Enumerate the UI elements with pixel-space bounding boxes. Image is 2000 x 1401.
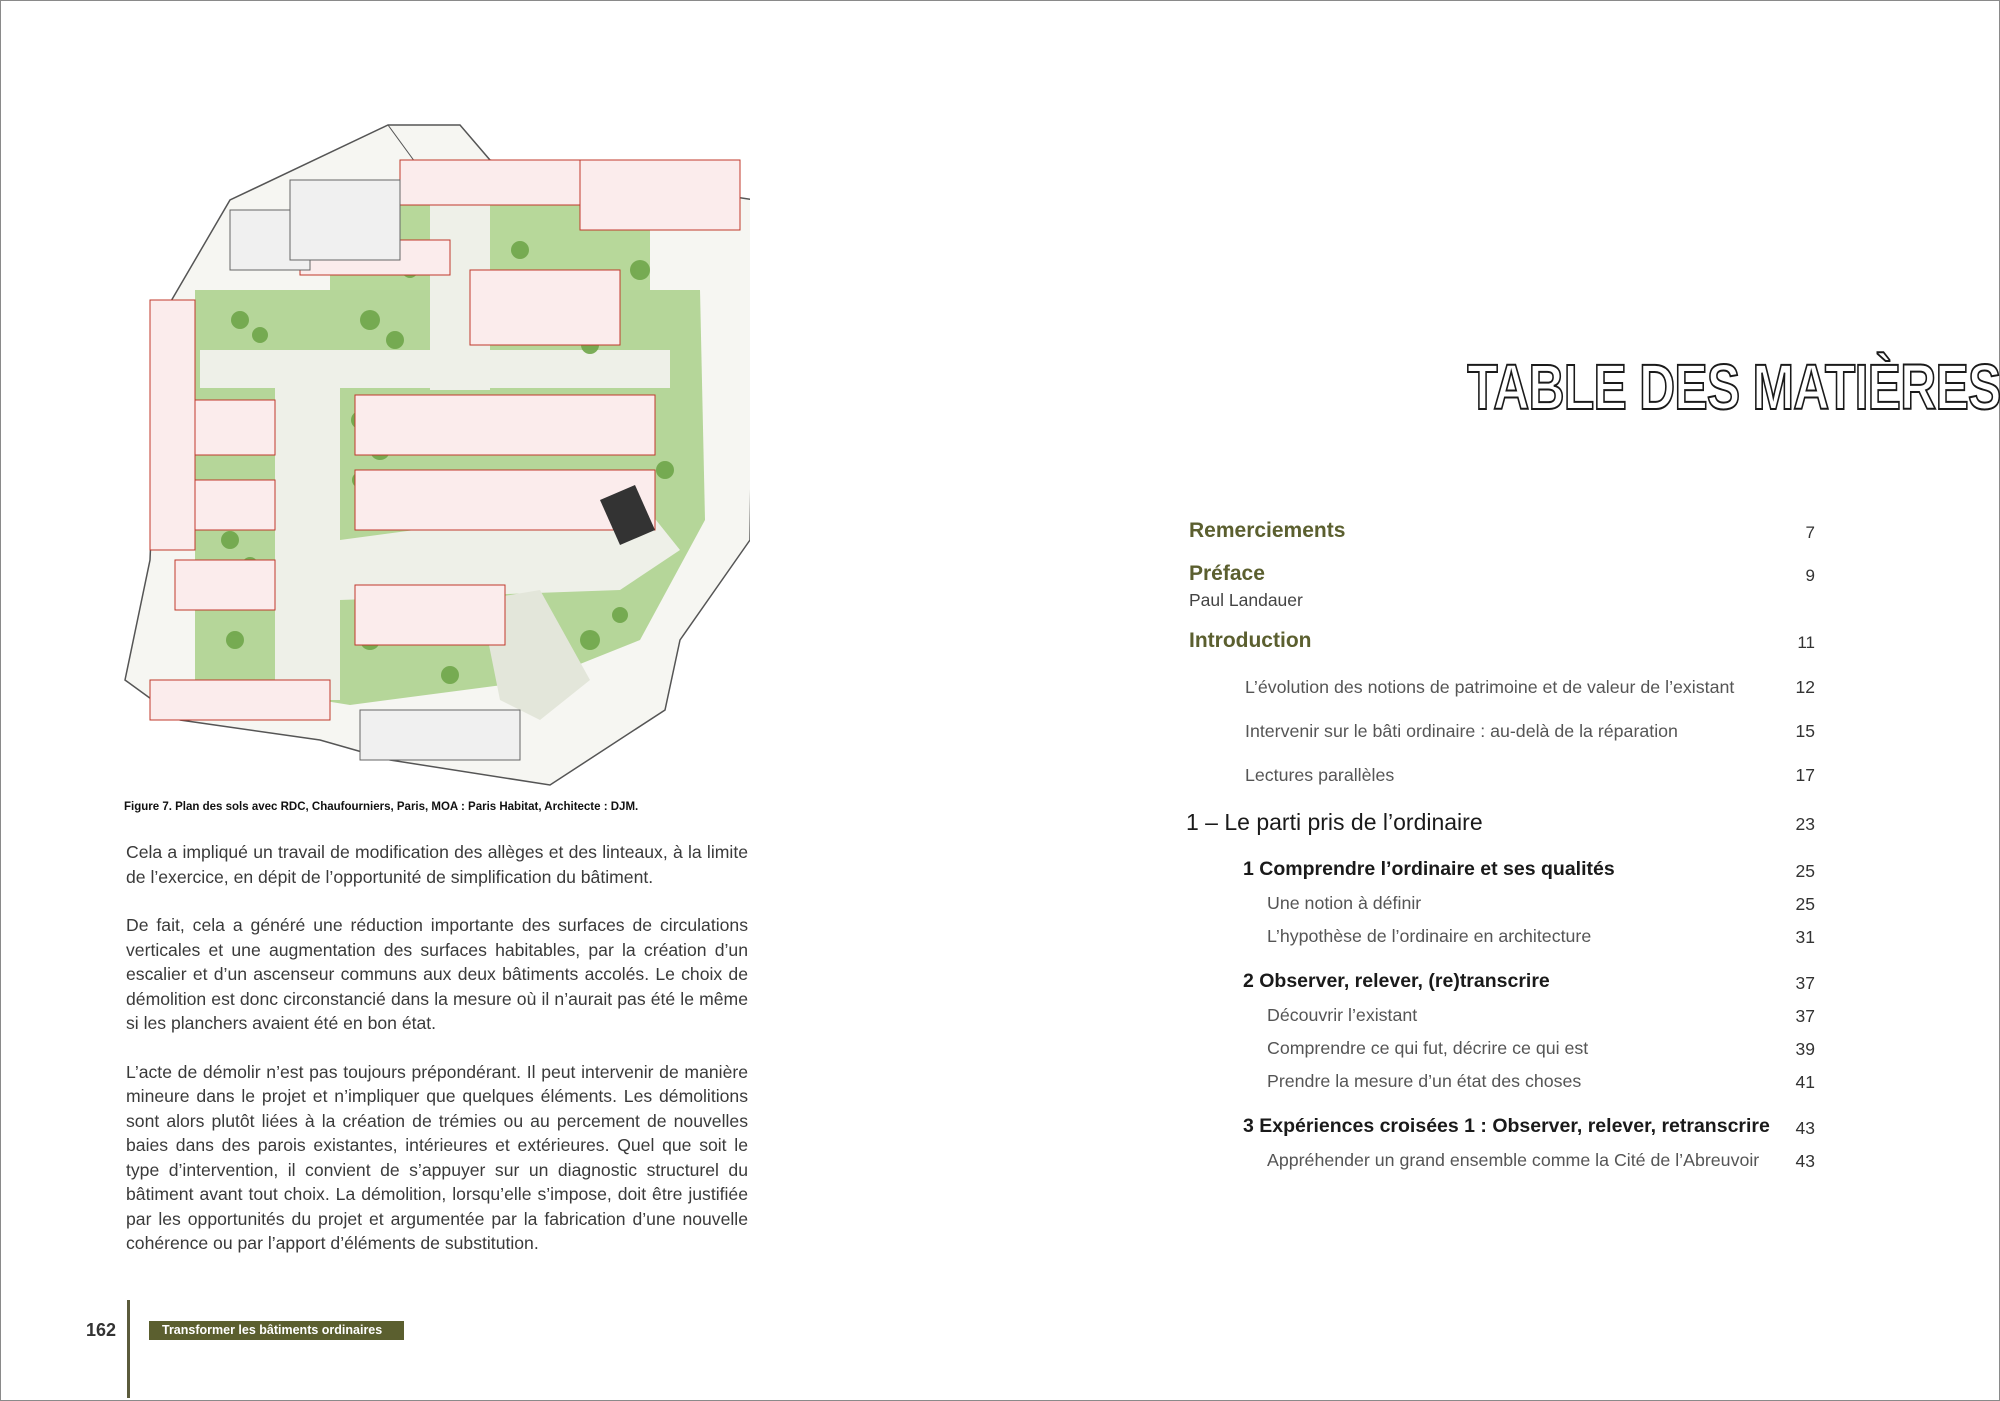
toc-entry-preface[interactable]: Préface xyxy=(1189,562,1265,585)
toc-entry-intro-item[interactable]: L’évolution des notions de patrimoine et de valeur de l’existant xyxy=(1245,677,1735,697)
toc-entry-section[interactable]: Comprendre ce qui fut, décrire ce qui est xyxy=(1267,1038,1589,1058)
toc-entry-section[interactable]: Découvrir l’existant xyxy=(1267,1005,1418,1025)
toc-page: 15 xyxy=(1795,721,1815,741)
toc-entry-chapter-3[interactable]: 3 Expériences croisées 1 : Observer, relever, retranscrire xyxy=(1243,1115,1770,1137)
paragraph: Cela a impliqué un travail de modification des allèges et des linteaux, à la limite de l’exercice, en dépit de l’opportunité de simplification du bâtiment. xyxy=(126,842,748,887)
footer-rule xyxy=(127,1300,130,1398)
toc-entry-section[interactable]: Une notion à définir xyxy=(1267,893,1422,913)
body-text xyxy=(126,840,748,1280)
paragraph: L’acte de démolir n’est pas toujours prépondérant. Il peut intervenir de manière mineure dans le projet et n’impliquer que quelques éléments. Les démolitions sont alors plutôt liées à la création de trémies ou au percement de nouvelles baies dans des parois existantes, intérieures et extérieures. Quel que soit le type d’intervention, il convient de s’appuyer sur un diagnostic structurel du bâtiment avant tout choix. La démolition, lorsqu’elle s’impose, doit être justifiée par les opportunités du projet et argumentée par la fabrication d’une nouvelle cohérence ou par l’apport d’éléments de substitution. xyxy=(126,1061,748,1253)
toc-preface-author: Paul Landauer xyxy=(1189,590,1303,610)
toc-page: 7 xyxy=(1805,523,1815,542)
toc-page: 25 xyxy=(1795,894,1815,914)
toc-title: TABLE DES MATIÈRES xyxy=(1467,351,2000,423)
toc-entry-section[interactable]: Appréhender un grand ensemble comme la Cité de l’Abreuvoir xyxy=(1267,1150,1760,1170)
toc-page: 11 xyxy=(1797,633,1815,652)
toc-page: 12 xyxy=(1795,677,1815,697)
toc-page: 37 xyxy=(1795,973,1815,993)
toc-page: 43 xyxy=(1795,1118,1815,1138)
toc-entry-chapter-2[interactable]: 2 Observer, relever, (re)transcrire xyxy=(1243,970,1550,992)
toc-page: 43 xyxy=(1795,1151,1815,1171)
toc-entry-chapter-1[interactable]: 1 Comprendre l’ordinaire et ses qualités xyxy=(1243,858,1615,880)
toc-page: 17 xyxy=(1795,765,1815,785)
paragraph: De fait, cela a généré une réduction importante des surfaces de circulations verticales et une augmentation des surfaces habitables, par la création d’un escalier et d’un ascenseur communs aux deux bâtiments accolés. Le choix de démolition est donc circonstancié dans la mesure où il n’aurait pas été le même si les planchers avaient été en bon état. xyxy=(126,915,748,1033)
toc-entry-introduction[interactable]: Introduction xyxy=(1189,629,1312,652)
toc-entry-part-1[interactable]: 1 – Le parti pris de l’ordinaire xyxy=(1186,809,1483,835)
toc-entry-remerciements[interactable]: Remerciements xyxy=(1189,519,1346,542)
toc-page: 9 xyxy=(1805,566,1815,585)
toc-page: 23 xyxy=(1795,814,1815,834)
site-plan-image xyxy=(120,120,750,790)
toc-page: 37 xyxy=(1795,1006,1815,1026)
page-number: 162 xyxy=(86,1320,117,1340)
toc-page: 39 xyxy=(1795,1039,1815,1059)
toc-entry-section[interactable]: Prendre la mesure d’un état des choses xyxy=(1267,1071,1582,1091)
running-footer-title: Transformer les bâtiments ordinaires xyxy=(149,1321,404,1340)
figure-caption: Figure 7. Plan des sols avec RDC, Chaufourniers, Paris, MOA : Paris Habitat, Architecte : DJM. xyxy=(124,801,639,813)
toc-page: 25 xyxy=(1795,861,1815,881)
toc-entry-section[interactable]: L’hypothèse de l’ordinaire en architecture xyxy=(1267,926,1592,946)
toc-page: 41 xyxy=(1795,1072,1815,1092)
pathway xyxy=(275,350,340,700)
toc-entry-intro-item[interactable]: Lectures parallèles xyxy=(1245,765,1395,785)
toc-page: 31 xyxy=(1795,927,1815,947)
toc-entry-intro-item[interactable]: Intervenir sur le bâti ordinaire : au-delà de la réparation xyxy=(1245,721,1678,741)
